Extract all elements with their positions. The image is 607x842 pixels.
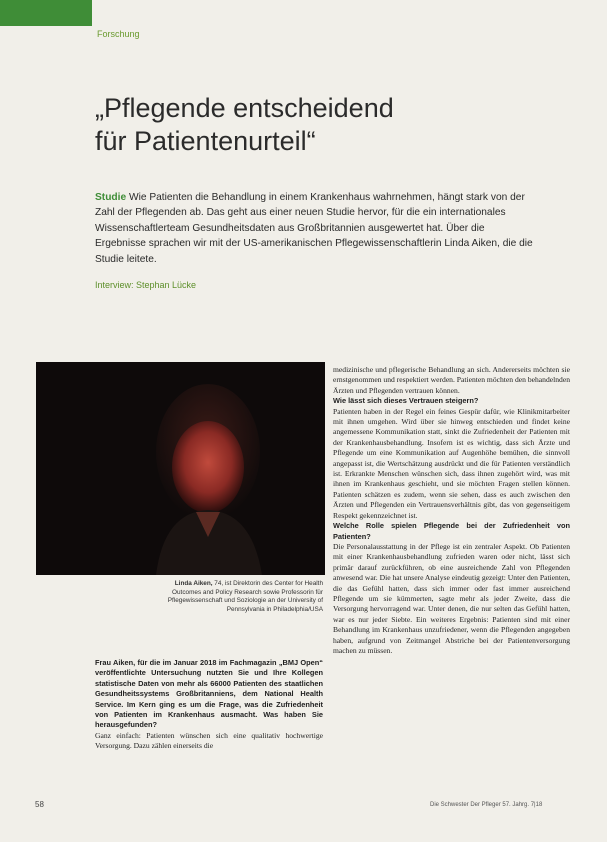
- headline-line-2: für Patientenurteil“: [95, 126, 316, 156]
- intro-text: Wie Patienten die Behandlung in einem Krankenhaus wahrnehmen, hängt stark von der Zahl der Pflegenden ab. Das geht aus einer neuen Studie hervor, für die ein internationales Wissenschaftlerteam Gesundheitsdaten aus Großbritannien ausgewertet hat. Über die Ergebnisse sprachen wir mit der US-amerikanischen Pflegewissenschaftlerin Linda Aiken, die die Studie leitete.: [95, 192, 533, 265]
- caption-name: Linda Aiken,: [174, 580, 213, 587]
- section-color-tab: [0, 0, 92, 26]
- answer-1-continued: medizinische und pflegerische Behandlung an sich. Andererseits möchten sie ernstgenommen und respektiert werden. Patienten möchten den behandelnden Ärzten und Pflegenden vertrauen können.: [333, 365, 571, 395]
- magazine-footer: Die Schwester Der Pfleger 57. Jahrg. 7|18: [430, 802, 543, 808]
- question-1: Frau Aiken, für die im Januar 2018 im Fachmagazin „BMJ Open“ veröffentlichte Untersuchung nutzten Sie und Ihre Kollegen statistische Daten von mehr als 66000 Patienten des staatlichen Gesundheitssystems Großbritanniens, dem National Health Service. Im Kern ging es um die Frage, was die Zufriedenheit von Patienten im Krankenhaus ausmacht. Was haben Sie herausgefunden?: [95, 658, 323, 730]
- portrait-image: [36, 362, 325, 575]
- byline: Interview: Stephan Lücke: [95, 280, 197, 290]
- article-column-right: [333, 365, 570, 656]
- answer-3: Die Personalausstattung in der Pflege ist ein zentraler Aspekt. Ob Patienten mit einer Krankenhausbehandlung zufrieden waren oder nicht, lässt sich primär darauf zurückführen, ob eine ausreichende Zahl von Pflegenden anwesend war. Die hat unsere Analyse eindeutig gezeigt: Unter den Patienten, die das Gefühl hatten, dass sich immer oder fast immer ausreichend Pflegende um sie kümmerten, sagte mehr als jeder Zweite, dass die Versorgung hervorragend war. Unter denen, die nur selten das Gefühl hatten, war es nur jeder Siebte. Ein weiteres Ergebnis: Patienten sind mit einer Behandlung im Krankenhaus unzufriedener, wenn die Pflegenden angegeben haben, aufgrund von Zeitmangel Abstriche bei der Patientenversorgung machen zu müssen.: [333, 541, 571, 655]
- portrait-photo: [36, 362, 325, 575]
- headline-line-1: „Pflegende entscheidend: [95, 93, 394, 123]
- caption-text: 74, ist Direktorin des Center for Health Outcomes and Policy Research sowie Professorin für Pflegewissenschaft und Soziologie an der University of Pennsylvania in Philadelphia/USA: [167, 580, 323, 613]
- page-number: 58: [35, 800, 44, 809]
- intro-paragraph: [95, 190, 535, 267]
- photo-caption: [150, 580, 323, 614]
- article-column-left: [95, 658, 323, 752]
- question-3: Welche Rolle spielen Pflegende bei der Zufriedenheit von Patienten?: [333, 521, 570, 541]
- answer-2: Patienten haben in der Regel ein feines Gespür dafür, wie Klinikmitarbeiter mit ihnen umgehen. Wird über sie hinweg entschieden und findet keine angemessene Kommunikation statt, sinkt die Zufriedenheit der Patienten mit der Krankenhausbehandlung. Insofern ist es wichtig, dass sich Ärzte und Pflegende um eine Kommunikation auf Augenhöhe bemühen, die sinnvoll angepasst ist, die Wertschätzung ausdrückt und die für Patienten verständlich ist. Erkrankte Menschen wünschen sich, dass ihnen zugehört wird, was mit ihnen im Krankenhaus geschieht, und sie möchten Fragen stellen können. Patienten schätzen es zudem, wenn sie sehen, dass es auch zwischen den Ärzten und Pflegenden ein Vertrauensverhältnis gibt, das von gegenseitigem Respekt gekennzeichnet ist.: [333, 406, 570, 520]
- answer-1-start: Ganz einfach: Patienten wünschen sich eine qualitativ hochwertige Versorgung. Dazu zählen einerseits die: [95, 730, 323, 751]
- intro-kicker: Studie: [95, 192, 127, 203]
- headline: [95, 92, 555, 158]
- question-2: Wie lässt sich dieses Vertrauen steigern?: [333, 396, 479, 406]
- section-label: Forschung: [97, 29, 140, 39]
